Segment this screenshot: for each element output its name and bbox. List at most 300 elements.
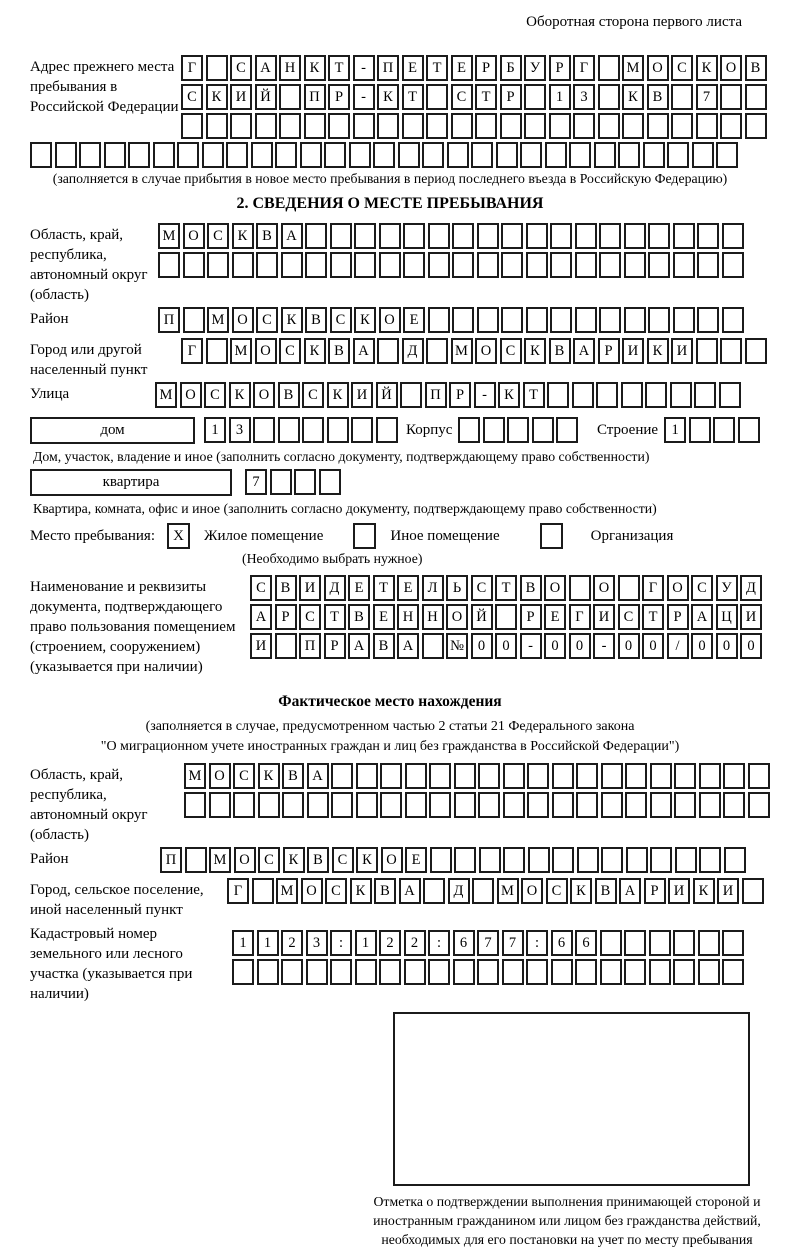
char-cell[interactable]: В (549, 338, 571, 364)
char-cell[interactable]: А (281, 223, 303, 249)
char-cell[interactable] (698, 930, 720, 956)
char-cell[interactable]: К (570, 878, 592, 904)
char-cell[interactable] (649, 959, 671, 985)
char-cell[interactable]: Е (405, 847, 427, 873)
char-cell[interactable] (622, 113, 644, 139)
char-cell[interactable] (452, 252, 474, 278)
char-cell[interactable] (55, 142, 77, 168)
char-cell[interactable]: С (230, 55, 252, 81)
char-cell[interactable]: С (207, 223, 229, 249)
char-cell[interactable] (472, 878, 494, 904)
char-cell[interactable] (331, 763, 353, 789)
char-cell[interactable] (697, 252, 719, 278)
char-cell[interactable]: Е (373, 604, 395, 630)
char-cell[interactable]: 1 (355, 930, 377, 956)
char-cell[interactable] (667, 142, 689, 168)
char-cell[interactable] (673, 959, 695, 985)
char-cell[interactable]: В (307, 847, 329, 873)
char-cell[interactable]: К (377, 84, 399, 110)
char-cell[interactable]: В (256, 223, 278, 249)
char-cell[interactable]: Р (324, 633, 346, 659)
char-cell[interactable] (256, 252, 278, 278)
char-cell[interactable] (423, 878, 445, 904)
char-cell[interactable] (573, 113, 595, 139)
char-cell[interactable]: И (671, 338, 693, 364)
char-cell[interactable] (429, 763, 451, 789)
char-cell[interactable]: : (526, 930, 548, 956)
char-cell[interactable]: : (330, 930, 352, 956)
char-cell[interactable]: О (475, 338, 497, 364)
char-cell[interactable] (722, 223, 744, 249)
char-cell[interactable]: В (373, 633, 395, 659)
char-cell[interactable]: М (184, 763, 206, 789)
char-cell[interactable]: О (209, 763, 231, 789)
char-cell[interactable] (673, 307, 695, 333)
char-cell[interactable] (503, 763, 525, 789)
char-cell[interactable]: 0 (569, 633, 591, 659)
char-cell[interactable] (526, 252, 548, 278)
char-cell[interactable] (547, 382, 569, 408)
char-cell[interactable] (673, 930, 695, 956)
char-cell[interactable] (257, 959, 279, 985)
char-cell[interactable]: М (276, 878, 298, 904)
char-cell[interactable] (206, 113, 228, 139)
char-cell[interactable] (618, 142, 640, 168)
char-cell[interactable] (671, 113, 693, 139)
char-cell[interactable] (252, 878, 274, 904)
char-cell[interactable] (738, 417, 760, 443)
char-cell[interactable] (645, 382, 667, 408)
char-cell[interactable] (601, 763, 623, 789)
char-cell[interactable]: Р (520, 604, 542, 630)
char-cell[interactable] (549, 113, 571, 139)
char-cell[interactable] (379, 959, 401, 985)
char-cell[interactable]: М (451, 338, 473, 364)
char-cell[interactable] (379, 252, 401, 278)
char-cell[interactable]: Р (549, 55, 571, 81)
char-cell[interactable]: К (281, 307, 303, 333)
char-cell[interactable] (478, 763, 500, 789)
char-cell[interactable]: И (230, 84, 252, 110)
char-cell[interactable]: М (158, 223, 180, 249)
char-cell[interactable] (713, 417, 735, 443)
char-cell[interactable] (258, 792, 280, 818)
char-cell[interactable] (575, 307, 597, 333)
char-cell[interactable]: 7 (477, 930, 499, 956)
char-cell[interactable] (275, 633, 297, 659)
char-cell[interactable]: Ц (716, 604, 738, 630)
char-cell[interactable] (575, 252, 597, 278)
char-cell[interactable]: К (350, 878, 372, 904)
char-cell[interactable] (477, 223, 499, 249)
char-cell[interactable] (226, 142, 248, 168)
char-cell[interactable]: А (691, 604, 713, 630)
char-cell[interactable] (233, 792, 255, 818)
char-cell[interactable]: 3 (306, 930, 328, 956)
char-cell[interactable]: И (668, 878, 690, 904)
char-cell[interactable]: 2 (404, 930, 426, 956)
char-cell[interactable]: Р (667, 604, 689, 630)
char-cell[interactable] (532, 417, 554, 443)
char-cell[interactable] (600, 959, 622, 985)
char-cell[interactable]: О (720, 55, 742, 81)
char-cell[interactable] (128, 142, 150, 168)
char-cell[interactable] (404, 959, 426, 985)
char-cell[interactable]: С (279, 338, 301, 364)
char-cell[interactable] (624, 223, 646, 249)
char-cell[interactable]: С (330, 307, 352, 333)
char-cell[interactable]: В (595, 878, 617, 904)
char-cell[interactable] (648, 252, 670, 278)
char-cell[interactable]: 6 (551, 930, 573, 956)
char-cell[interactable] (454, 763, 476, 789)
char-cell[interactable] (621, 382, 643, 408)
char-cell[interactable]: С (471, 575, 493, 601)
char-cell[interactable]: Г (573, 55, 595, 81)
char-cell[interactable]: 1 (232, 930, 254, 956)
char-cell[interactable]: М (155, 382, 177, 408)
char-cell[interactable] (601, 847, 623, 873)
char-cell[interactable]: А (399, 878, 421, 904)
char-cell[interactable]: П (377, 55, 399, 81)
char-cell[interactable] (551, 959, 573, 985)
char-cell[interactable] (206, 338, 228, 364)
char-cell[interactable] (625, 763, 647, 789)
char-cell[interactable]: И (717, 878, 739, 904)
char-cell[interactable] (304, 113, 326, 139)
char-cell[interactable]: К (647, 338, 669, 364)
char-cell[interactable] (699, 792, 721, 818)
char-cell[interactable] (745, 84, 767, 110)
char-cell[interactable]: О (183, 223, 205, 249)
char-cell[interactable]: Р (475, 55, 497, 81)
char-cell[interactable]: 2 (379, 930, 401, 956)
char-cell[interactable]: К (258, 763, 280, 789)
char-cell[interactable] (524, 84, 546, 110)
char-cell[interactable] (377, 113, 399, 139)
char-cell[interactable] (207, 252, 229, 278)
char-cell[interactable]: Й (255, 84, 277, 110)
char-cell[interactable]: Е (397, 575, 419, 601)
char-cell[interactable]: Р (644, 878, 666, 904)
char-cell[interactable] (722, 959, 744, 985)
char-cell[interactable]: П (158, 307, 180, 333)
char-cell[interactable] (742, 878, 764, 904)
char-cell[interactable] (650, 792, 672, 818)
char-cell[interactable] (552, 763, 574, 789)
char-cell[interactable]: В (348, 604, 370, 630)
char-cell[interactable]: К (304, 55, 326, 81)
char-cell[interactable] (528, 847, 550, 873)
char-cell[interactable]: С (546, 878, 568, 904)
char-cell[interactable]: К (304, 338, 326, 364)
char-cell[interactable]: В (278, 382, 300, 408)
char-cell[interactable] (447, 142, 469, 168)
char-cell[interactable] (206, 55, 228, 81)
char-cell[interactable]: Н (397, 604, 419, 630)
char-cell[interactable] (719, 382, 741, 408)
char-cell[interactable]: О (379, 307, 401, 333)
char-cell[interactable] (405, 792, 427, 818)
char-cell[interactable]: П (160, 847, 182, 873)
char-cell[interactable]: М (497, 878, 519, 904)
char-cell[interactable]: В (275, 575, 297, 601)
char-cell[interactable]: 6 (453, 930, 475, 956)
char-cell[interactable]: В (647, 84, 669, 110)
char-cell[interactable]: О (544, 575, 566, 601)
char-cell[interactable]: Д (448, 878, 470, 904)
char-cell[interactable] (356, 792, 378, 818)
char-cell[interactable] (428, 307, 450, 333)
char-cell[interactable] (689, 417, 711, 443)
char-cell[interactable]: О (301, 878, 323, 904)
char-cell[interactable]: С (332, 847, 354, 873)
char-cell[interactable] (650, 763, 672, 789)
char-cell[interactable] (278, 417, 300, 443)
char-cell[interactable]: Т (523, 382, 545, 408)
char-cell[interactable]: С (618, 604, 640, 630)
char-cell[interactable]: Р (328, 84, 350, 110)
char-cell[interactable]: 0 (691, 633, 713, 659)
char-cell[interactable]: К (283, 847, 305, 873)
char-cell[interactable] (349, 142, 371, 168)
char-cell[interactable]: Д (402, 338, 424, 364)
char-cell[interactable]: Н (279, 55, 301, 81)
char-cell[interactable] (428, 252, 450, 278)
char-cell[interactable]: К (524, 338, 546, 364)
char-cell[interactable]: А (353, 338, 375, 364)
char-cell[interactable]: И (351, 382, 373, 408)
char-cell[interactable] (422, 633, 444, 659)
char-cell[interactable] (577, 847, 599, 873)
char-cell[interactable] (520, 142, 542, 168)
char-cell[interactable]: : (428, 930, 450, 956)
char-cell[interactable] (673, 252, 695, 278)
char-cell[interactable] (351, 417, 373, 443)
char-cell[interactable]: С (250, 575, 272, 601)
char-cell[interactable] (279, 113, 301, 139)
char-cell[interactable] (377, 338, 399, 364)
char-cell[interactable] (673, 223, 695, 249)
char-cell[interactable] (720, 113, 742, 139)
char-cell[interactable] (723, 763, 745, 789)
char-cell[interactable] (305, 252, 327, 278)
char-cell[interactable]: / (667, 633, 689, 659)
char-cell[interactable] (232, 959, 254, 985)
char-cell[interactable] (185, 847, 207, 873)
char-cell[interactable]: - (353, 84, 375, 110)
char-cell[interactable]: А (255, 55, 277, 81)
confirmation-stamp-box[interactable] (393, 1012, 750, 1186)
char-cell[interactable] (569, 575, 591, 601)
char-cell[interactable]: К (354, 307, 376, 333)
char-cell[interactable] (400, 382, 422, 408)
char-cell[interactable]: Г (227, 878, 249, 904)
char-cell[interactable]: Р (275, 604, 297, 630)
char-cell[interactable]: А (307, 763, 329, 789)
char-cell[interactable] (255, 113, 277, 139)
char-cell[interactable] (745, 338, 767, 364)
char-cell[interactable] (501, 223, 523, 249)
char-cell[interactable] (478, 792, 500, 818)
char-cell[interactable]: К (696, 55, 718, 81)
char-cell[interactable] (403, 252, 425, 278)
char-cell[interactable] (331, 792, 353, 818)
char-cell[interactable] (398, 142, 420, 168)
char-cell[interactable] (526, 307, 548, 333)
char-cell[interactable] (748, 792, 770, 818)
char-cell[interactable] (183, 307, 205, 333)
char-cell[interactable] (748, 763, 770, 789)
char-cell[interactable] (697, 223, 719, 249)
char-cell[interactable]: С (302, 382, 324, 408)
char-cell[interactable]: 7 (502, 930, 524, 956)
char-cell[interactable]: О (446, 604, 468, 630)
char-cell[interactable] (483, 417, 505, 443)
char-cell[interactable] (477, 307, 499, 333)
char-cell[interactable] (624, 307, 646, 333)
char-cell[interactable] (327, 417, 349, 443)
char-cell[interactable] (723, 792, 745, 818)
char-cell[interactable] (454, 847, 476, 873)
char-cell[interactable] (550, 223, 572, 249)
char-cell[interactable] (79, 142, 101, 168)
char-cell[interactable]: С (233, 763, 255, 789)
char-cell[interactable] (232, 252, 254, 278)
char-cell[interactable]: 0 (471, 633, 493, 659)
char-cell[interactable] (183, 252, 205, 278)
zhiloe-checkbox[interactable]: X (167, 523, 190, 549)
char-cell[interactable]: О (381, 847, 403, 873)
char-cell[interactable] (496, 142, 518, 168)
char-cell[interactable] (720, 338, 742, 364)
char-cell[interactable]: Н (422, 604, 444, 630)
char-cell[interactable] (648, 307, 670, 333)
char-cell[interactable]: М (622, 55, 644, 81)
char-cell[interactable]: Й (471, 604, 493, 630)
char-cell[interactable]: А (573, 338, 595, 364)
char-cell[interactable]: К (327, 382, 349, 408)
char-cell[interactable]: Б (500, 55, 522, 81)
char-cell[interactable] (675, 847, 697, 873)
char-cell[interactable]: В (328, 338, 350, 364)
char-cell[interactable]: Т (324, 604, 346, 630)
char-cell[interactable] (626, 847, 648, 873)
char-cell[interactable]: С (500, 338, 522, 364)
char-cell[interactable]: О (667, 575, 689, 601)
char-cell[interactable]: Т (642, 604, 664, 630)
char-cell[interactable]: Г (181, 338, 203, 364)
char-cell[interactable] (356, 763, 378, 789)
char-cell[interactable] (376, 417, 398, 443)
char-cell[interactable]: 7 (696, 84, 718, 110)
char-cell[interactable] (153, 142, 175, 168)
char-cell[interactable]: В (282, 763, 304, 789)
char-cell[interactable]: 1 (257, 930, 279, 956)
char-cell[interactable]: Р (449, 382, 471, 408)
char-cell[interactable]: 1 (204, 417, 226, 443)
char-cell[interactable]: Й (376, 382, 398, 408)
char-cell[interactable]: Е (544, 604, 566, 630)
char-cell[interactable] (475, 113, 497, 139)
char-cell[interactable]: В (374, 878, 396, 904)
char-cell[interactable] (624, 252, 646, 278)
char-cell[interactable]: В (745, 55, 767, 81)
char-cell[interactable] (572, 382, 594, 408)
char-cell[interactable]: 0 (740, 633, 762, 659)
char-cell[interactable] (648, 223, 670, 249)
char-cell[interactable] (552, 792, 574, 818)
char-cell[interactable] (177, 142, 199, 168)
char-cell[interactable]: С (671, 55, 693, 81)
char-cell[interactable] (524, 113, 546, 139)
char-cell[interactable] (181, 113, 203, 139)
char-cell[interactable] (503, 847, 525, 873)
char-cell[interactable] (526, 223, 548, 249)
char-cell[interactable]: 1 (549, 84, 571, 110)
char-cell[interactable] (552, 847, 574, 873)
char-cell[interactable] (429, 792, 451, 818)
char-cell[interactable] (576, 763, 598, 789)
char-cell[interactable] (324, 142, 346, 168)
char-cell[interactable] (305, 223, 327, 249)
char-cell[interactable] (598, 84, 620, 110)
char-cell[interactable] (403, 223, 425, 249)
char-cell[interactable] (624, 959, 646, 985)
char-cell[interactable] (380, 763, 402, 789)
char-cell[interactable] (355, 959, 377, 985)
char-cell[interactable] (471, 142, 493, 168)
char-cell[interactable]: Т (495, 575, 517, 601)
char-cell[interactable] (479, 847, 501, 873)
char-cell[interactable]: П (304, 84, 326, 110)
char-cell[interactable] (696, 338, 718, 364)
char-cell[interactable]: С (691, 575, 713, 601)
dom-box[interactable]: дом (30, 417, 195, 444)
char-cell[interactable]: К (498, 382, 520, 408)
char-cell[interactable]: Д (740, 575, 762, 601)
char-cell[interactable]: К (206, 84, 228, 110)
char-cell[interactable] (452, 223, 474, 249)
char-cell[interactable]: Е (403, 307, 425, 333)
char-cell[interactable]: М (207, 307, 229, 333)
char-cell[interactable]: 3 (573, 84, 595, 110)
char-cell[interactable] (379, 223, 401, 249)
char-cell[interactable]: А (348, 633, 370, 659)
char-cell[interactable] (275, 142, 297, 168)
char-cell[interactable] (699, 847, 721, 873)
char-cell[interactable]: И (593, 604, 615, 630)
char-cell[interactable] (722, 307, 744, 333)
char-cell[interactable]: К (232, 223, 254, 249)
char-cell[interactable] (550, 307, 572, 333)
char-cell[interactable] (282, 792, 304, 818)
char-cell[interactable] (722, 930, 744, 956)
char-cell[interactable] (104, 142, 126, 168)
char-cell[interactable] (503, 792, 525, 818)
char-cell[interactable]: Е (402, 55, 424, 81)
char-cell[interactable]: С (451, 84, 473, 110)
char-cell[interactable] (599, 307, 621, 333)
char-cell[interactable] (674, 792, 696, 818)
char-cell[interactable]: О (232, 307, 254, 333)
char-cell[interactable]: 0 (495, 633, 517, 659)
char-cell[interactable] (428, 223, 450, 249)
char-cell[interactable] (576, 792, 598, 818)
char-cell[interactable] (328, 113, 350, 139)
char-cell[interactable]: О (593, 575, 615, 601)
char-cell[interactable]: Е (451, 55, 473, 81)
